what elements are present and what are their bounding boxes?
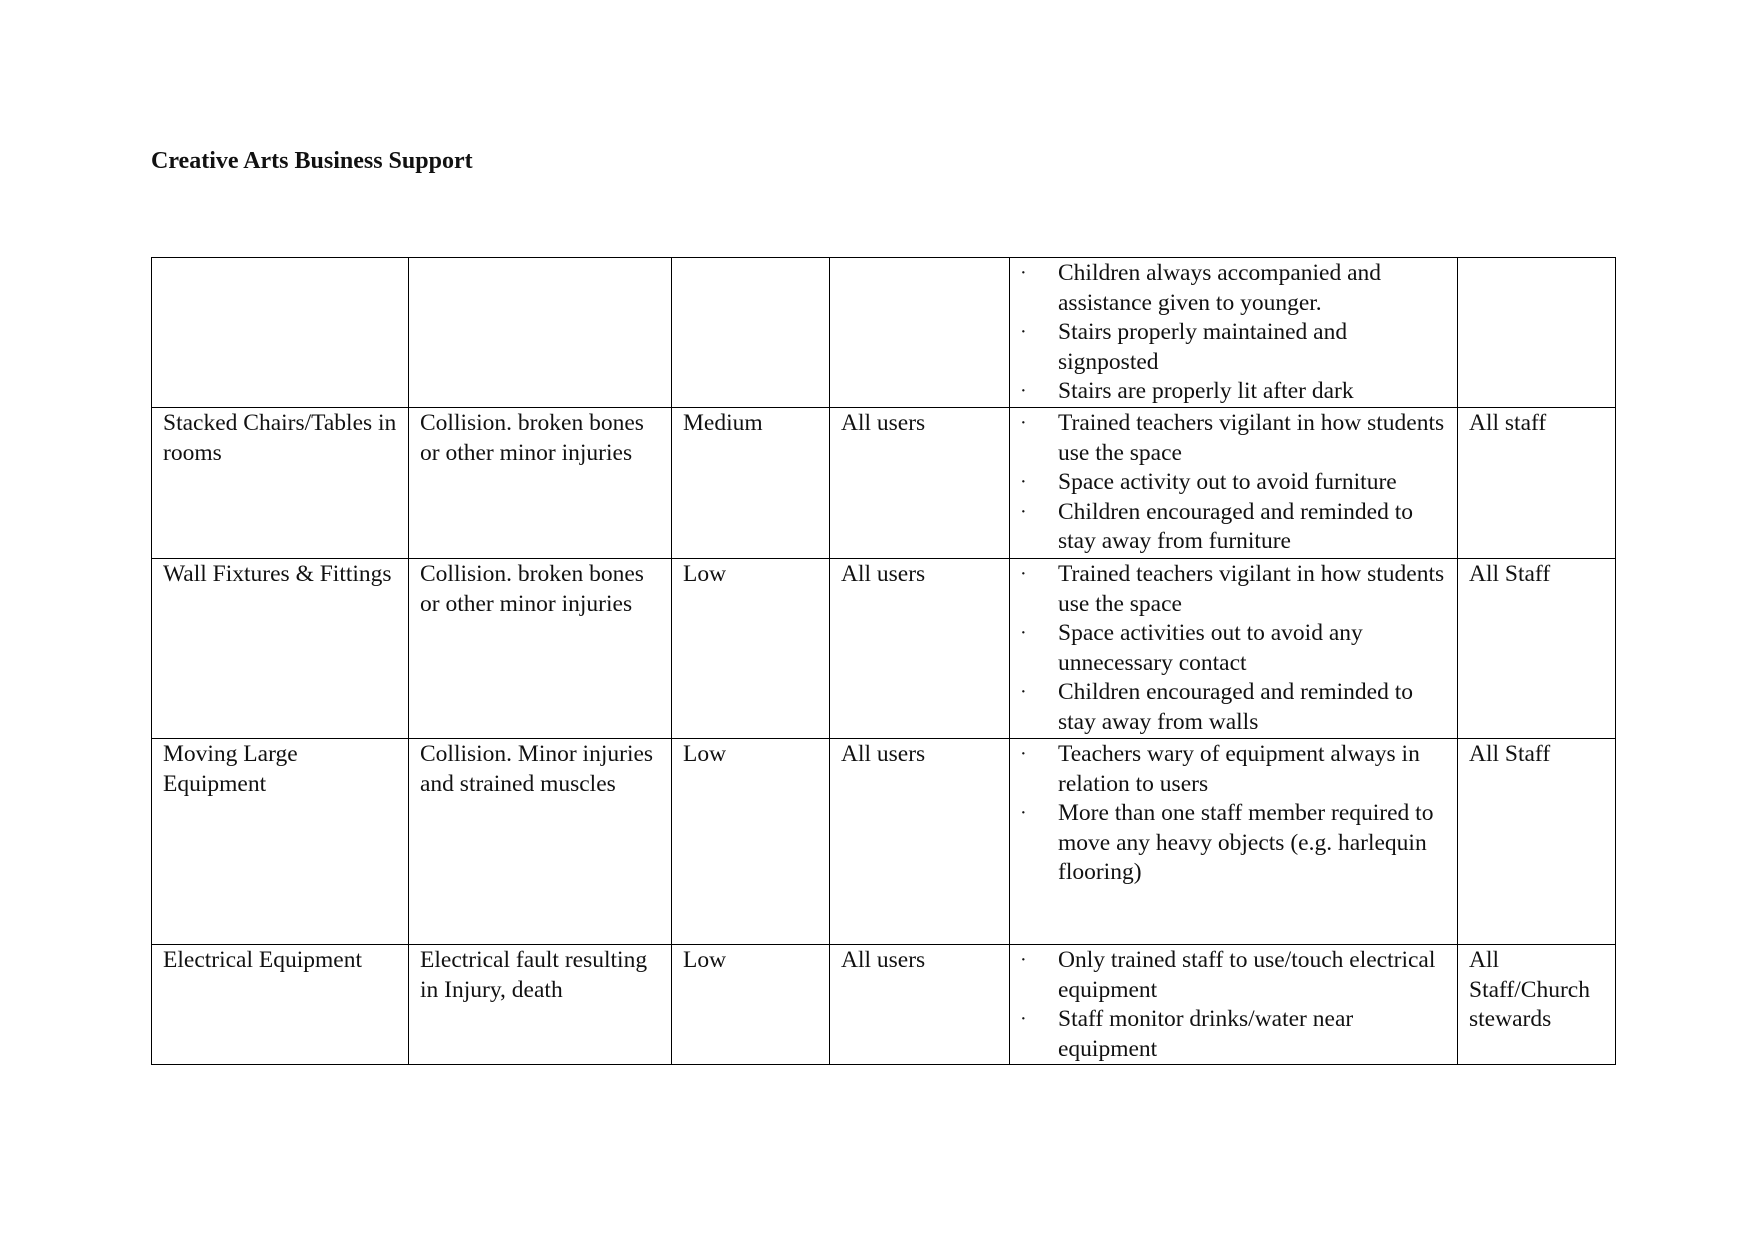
- responsible-cell: [1458, 258, 1616, 408]
- hazard-cell: [152, 739, 409, 945]
- control-measures-cell: [1010, 945, 1458, 1065]
- responsible-cell: [1458, 408, 1616, 559]
- control-measure-text: Space activity out to avoid furniture: [1058, 469, 1397, 495]
- risk-level-text: Low: [683, 947, 727, 973]
- control-measure-text: Teachers wary of equipment always in relation to users: [1058, 741, 1420, 797]
- risk-text: Electrical fault resulting in Injury, death: [420, 947, 648, 1003]
- risk-text: Collision. Minor injuries and strained muscles: [420, 741, 654, 797]
- bullet-icon: ·: [1020, 949, 1027, 971]
- list-item: [1020, 799, 1451, 888]
- list-item: [1020, 946, 1451, 1005]
- persons-at-risk-cell: [830, 945, 1010, 1065]
- control-measure-text: Stairs are properly lit after dark: [1058, 378, 1354, 404]
- responsible-text: All Staff: [1469, 561, 1551, 587]
- persons-at-risk-text: All users: [841, 561, 926, 587]
- persons-at-risk-cell: [830, 559, 1010, 739]
- hazard-cell: [152, 945, 409, 1065]
- list-item: [1020, 318, 1451, 377]
- persons-at-risk-cell: [830, 258, 1010, 408]
- persons-at-risk-cell: [830, 408, 1010, 559]
- bullet-icon: ·: [1020, 622, 1027, 644]
- risk-level-cell: [672, 739, 830, 945]
- list-item: [1020, 740, 1451, 799]
- list-item: [1020, 498, 1451, 557]
- bullet-icon: ·: [1020, 802, 1027, 824]
- bullet-icon: ·: [1020, 412, 1027, 434]
- risk-level-cell: [672, 945, 830, 1065]
- control-measure-text: Only trained staff to use/touch electrical equipment: [1058, 947, 1436, 1003]
- responsible-cell: [1458, 559, 1616, 739]
- control-measures-cell: [1010, 559, 1458, 739]
- responsible-text: All Staff/Church stewards: [1469, 947, 1590, 1032]
- hazard-cell: [152, 408, 409, 559]
- page-title: Creative Arts Business Support: [151, 148, 473, 174]
- bullet-icon: ·: [1020, 1008, 1027, 1030]
- control-measure-text: Space activities out to avoid any unnecessary contact: [1058, 620, 1363, 676]
- control-measures-list: [1020, 560, 1451, 737]
- bullet-icon: ·: [1020, 321, 1027, 343]
- persons-at-risk-text: All users: [841, 741, 926, 767]
- responsible-cell: [1458, 739, 1616, 945]
- control-measures-list: [1020, 409, 1451, 557]
- hazard-text: Stacked Chairs/Tables in rooms: [163, 410, 397, 466]
- responsible-text: All Staff: [1469, 741, 1551, 767]
- hazard-text: Electrical Equipment: [163, 947, 363, 973]
- persons-at-risk-text: All users: [841, 947, 926, 973]
- risk-level-text: Low: [683, 561, 727, 587]
- hazard-cell: [152, 258, 409, 408]
- control-measures-list: [1020, 740, 1451, 888]
- control-measure-text: Children encouraged and reminded to stay away from walls: [1058, 679, 1413, 735]
- list-item: [1020, 678, 1451, 737]
- bullet-icon: ·: [1020, 500, 1027, 523]
- table-row: [152, 945, 1616, 1065]
- persons-at-risk-cell: [830, 739, 1010, 945]
- hazard-text: Moving Large Equipment: [163, 741, 298, 797]
- risk-level-text: Medium: [683, 410, 763, 436]
- risk-assessment-table: [151, 257, 1616, 1065]
- risk-level-cell: [672, 258, 830, 408]
- persons-at-risk-text: All users: [841, 410, 926, 436]
- risk-text: Collision. broken bones or other minor injuries: [420, 561, 644, 617]
- hazard-text: Wall Fixtures & Fittings: [163, 561, 392, 587]
- risk-level-cell: [672, 408, 830, 559]
- risk-text: Collision. broken bones or other minor injuries: [420, 410, 644, 466]
- control-measures-cell: [1010, 739, 1458, 945]
- control-measure-text: Children always accompanied and assistance given to younger.: [1058, 260, 1382, 316]
- risk-level-cell: [672, 559, 830, 739]
- risk-cell: [409, 945, 672, 1065]
- responsible-cell: [1458, 945, 1616, 1065]
- list-item: [1020, 409, 1451, 468]
- table-row: [152, 739, 1616, 945]
- control-measure-text: More than one staff member required to move any heavy objects (e.g. harlequin flooring): [1058, 800, 1434, 885]
- risk-level-text: Low: [683, 741, 727, 767]
- control-measure-text: Trained teachers vigilant in how students use the space: [1058, 410, 1445, 466]
- hazard-cell: [152, 559, 409, 739]
- table-row: [152, 559, 1616, 739]
- list-item: [1020, 619, 1451, 678]
- list-item: [1020, 560, 1451, 619]
- control-measures-list: [1020, 946, 1451, 1064]
- control-measure-text: Stairs properly maintained and signposted: [1058, 319, 1348, 375]
- risk-cell: [409, 739, 672, 945]
- risk-table-body: [152, 258, 1616, 1065]
- control-measures-cell: [1010, 258, 1458, 408]
- risk-cell: [409, 559, 672, 739]
- risk-cell: [409, 258, 672, 408]
- bullet-icon: ·: [1020, 743, 1027, 765]
- control-measure-text: Staff monitor drinks/water near equipment: [1058, 1006, 1354, 1062]
- list-item: [1020, 259, 1451, 318]
- list-item: [1020, 1005, 1451, 1064]
- table-row: [152, 258, 1616, 408]
- responsible-text: All staff: [1469, 410, 1547, 436]
- bullet-icon: ·: [1020, 563, 1027, 585]
- risk-cell: [409, 408, 672, 559]
- bullet-icon: ·: [1020, 681, 1027, 703]
- list-item: [1020, 377, 1451, 407]
- bullet-icon: ·: [1020, 262, 1027, 284]
- control-measure-text: Trained teachers vigilant in how students use the space: [1058, 561, 1445, 617]
- control-measures-cell: [1010, 408, 1458, 559]
- bullet-icon: ·: [1020, 471, 1027, 493]
- control-measures-list: [1020, 259, 1451, 407]
- list-item: [1020, 468, 1451, 498]
- bullet-icon: ·: [1020, 380, 1027, 402]
- table-row: [152, 408, 1616, 559]
- control-measure-text: Children encouraged and reminded to stay away from furniture: [1058, 498, 1413, 554]
